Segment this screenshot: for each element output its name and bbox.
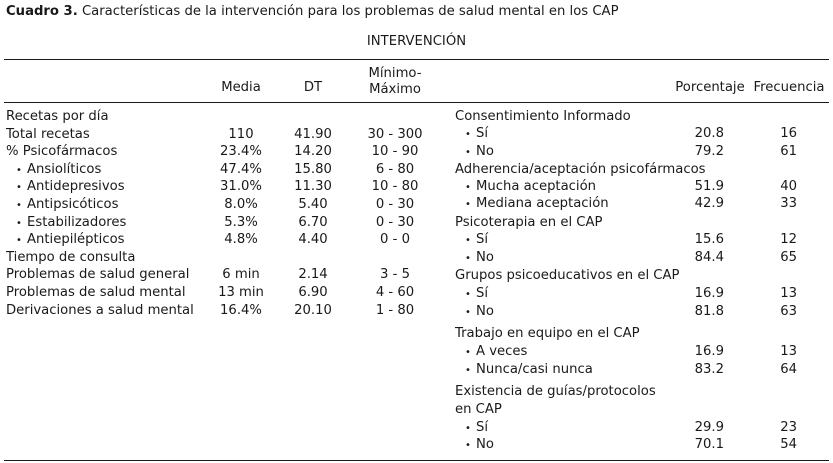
- bullet-icon: •: [465, 199, 471, 210]
- row-label-text: Adherencia/aceptación psicofármacos: [455, 162, 706, 177]
- left-row-label: [6, 109, 109, 125]
- row-label-text: Problemas de salud general: [6, 267, 190, 282]
- right-row-label: [465, 362, 593, 379]
- header-media: Media: [221, 80, 261, 95]
- row-label-text: Consentimiento Informado: [455, 109, 631, 124]
- left-row-dt: 20.10: [294, 303, 332, 318]
- right-row-frecuencia: 40: [780, 179, 797, 194]
- right-row-porcentaje: 42.9: [694, 196, 724, 211]
- right-row-frecuencia: 33: [780, 196, 797, 211]
- right-row-label: [465, 286, 488, 303]
- right-row-label: [455, 268, 679, 284]
- right-row-frecuencia: 12: [780, 232, 797, 247]
- row-label-text: Tiempo de consulta: [6, 250, 136, 265]
- header-porcentaje: Porcentaje: [675, 80, 745, 95]
- bottom-rule: [4, 460, 829, 461]
- bullet-icon: •: [465, 440, 471, 451]
- right-row-frecuencia: 13: [780, 286, 797, 301]
- left-row-minmax: 0 - 30: [375, 215, 415, 230]
- bullet-icon: •: [465, 253, 471, 264]
- row-label-text: No: [476, 304, 494, 319]
- right-row-label: [465, 232, 488, 249]
- row-label-text: Existencia de guías/protocolos: [455, 384, 656, 399]
- right-row-label: [465, 250, 494, 267]
- right-row-frecuencia: 64: [780, 362, 797, 377]
- right-row-label: [455, 402, 502, 418]
- bullet-icon: •: [465, 235, 471, 246]
- bullet-icon: •: [465, 289, 471, 300]
- left-row-media: 5.3%: [224, 215, 258, 230]
- bullet-icon: •: [16, 165, 22, 176]
- right-row-porcentaje: 16.9: [694, 344, 724, 359]
- row-label-text: A veces: [476, 344, 528, 359]
- right-row-label: [455, 215, 602, 231]
- right-row-label: [465, 179, 596, 196]
- row-label-text: Antiepilépticos: [27, 232, 125, 247]
- left-row-media: 16.4%: [220, 303, 262, 318]
- left-row-label: [6, 144, 117, 160]
- right-row-porcentaje: 20.8: [694, 126, 724, 141]
- row-label-text: Derivaciones a salud mental: [6, 303, 194, 318]
- left-row-minmax: 30 - 300: [367, 127, 423, 142]
- left-row-minmax: 0 - 30: [375, 197, 415, 212]
- right-row-label: [455, 109, 631, 125]
- right-row-frecuencia: 61: [780, 144, 797, 159]
- right-row-frecuencia: 63: [780, 304, 797, 319]
- right-row-porcentaje: 83.2: [694, 362, 724, 377]
- right-row-frecuencia: 23: [780, 420, 797, 435]
- bullet-icon: •: [16, 218, 22, 229]
- bullet-icon: •: [465, 129, 471, 140]
- table-caption: [6, 4, 619, 19]
- row-label-text: Antipsicóticos: [27, 197, 119, 212]
- row-label-text: Psicoterapia en el CAP: [455, 215, 603, 230]
- right-row-label: [455, 162, 706, 178]
- right-row-label: [455, 326, 640, 342]
- row-label-text: Trabajo en equipo en el CAP: [455, 326, 640, 341]
- left-row-minmax: 10 - 80: [371, 179, 419, 194]
- bullet-icon: •: [16, 182, 22, 193]
- right-row-label: [465, 304, 494, 321]
- left-row-dt: 41.90: [294, 127, 332, 142]
- left-row-media: 4.8%: [224, 232, 258, 247]
- left-row-media: 8.0%: [224, 197, 258, 212]
- right-row-frecuencia: 54: [780, 437, 797, 452]
- right-row-porcentaje: 16.9: [694, 286, 724, 301]
- left-row-label: [16, 162, 101, 179]
- top-rule: [4, 59, 829, 60]
- row-label-text: Recetas por día: [6, 109, 109, 124]
- caption-text: Características de la intervención para los problemas de salud mental en los CAP: [77, 4, 619, 19]
- right-row-porcentaje: 15.6: [694, 232, 724, 247]
- right-row-porcentaje: 70.1: [694, 437, 724, 452]
- left-row-label: [16, 215, 126, 232]
- row-label-text: No: [476, 144, 494, 159]
- right-row-porcentaje: 84.4: [694, 250, 724, 265]
- caption-label: Cuadro 3.: [6, 4, 78, 19]
- bullet-icon: •: [465, 182, 471, 193]
- row-label-text: Sí: [476, 232, 489, 247]
- header-rule: [4, 102, 829, 103]
- left-row-label: [6, 267, 189, 283]
- bullet-icon: •: [16, 235, 22, 246]
- header-minmax: [369, 66, 422, 98]
- right-row-label: [465, 196, 609, 213]
- right-row-label: [455, 384, 656, 400]
- left-row-minmax: 3 - 5: [380, 267, 410, 282]
- right-row-label: [465, 437, 494, 454]
- left-row-dt: 2.14: [298, 267, 328, 282]
- left-row-media: 47.4%: [220, 162, 262, 177]
- row-label-text: No: [476, 250, 494, 265]
- header-minmax-line1: Mínimo-: [368, 66, 422, 81]
- right-row-label: [465, 344, 527, 361]
- row-label-text: Ansiolíticos: [27, 162, 102, 177]
- header-dt: DT: [303, 80, 323, 95]
- row-label-text: % Psicofármacos: [6, 144, 118, 159]
- row-label-text: Total recetas: [6, 127, 90, 142]
- left-row-dt: 14.20: [294, 144, 332, 159]
- right-row-label: [465, 420, 488, 437]
- left-row-dt: 4.40: [298, 232, 328, 247]
- left-row-dt: 5.40: [298, 197, 328, 212]
- row-label-text: Grupos psicoeducativos en el CAP: [455, 268, 680, 283]
- row-label-text: Mucha aceptación: [476, 179, 597, 194]
- row-label-text: Sí: [476, 126, 489, 141]
- row-label-text: Antidepresivos: [27, 179, 125, 194]
- left-row-minmax: 10 - 90: [371, 144, 419, 159]
- left-row-minmax: 4 - 60: [375, 285, 415, 300]
- left-row-dt: 15.80: [294, 162, 332, 177]
- bullet-icon: •: [465, 307, 471, 318]
- row-label-text: Sí: [476, 420, 489, 435]
- row-label-text: Nunca/casi nunca: [476, 362, 593, 377]
- left-row-label: [6, 127, 90, 143]
- left-row-label: [16, 232, 125, 249]
- left-row-label: [6, 303, 194, 319]
- header-frecuencia: Frecuencia: [753, 80, 825, 95]
- row-label-text: Mediana aceptación: [476, 196, 609, 211]
- left-row-dt: 6.70: [298, 215, 328, 230]
- right-row-frecuencia: 13: [780, 344, 797, 359]
- left-row-minmax: 1 - 80: [375, 303, 415, 318]
- right-row-porcentaje: 51.9: [694, 179, 724, 194]
- left-row-label: [16, 179, 125, 196]
- left-row-media: 13 min: [218, 285, 264, 300]
- bullet-icon: •: [465, 365, 471, 376]
- right-row-label: [465, 144, 494, 161]
- left-row-label: [16, 197, 118, 214]
- left-row-dt: 11.30: [294, 179, 332, 194]
- row-label-text: Estabilizadores: [27, 215, 127, 230]
- left-row-media: 110: [228, 127, 254, 142]
- left-row-minmax: 6 - 80: [375, 162, 415, 177]
- left-row-minmax: 0 - 0: [380, 232, 410, 247]
- bullet-icon: •: [465, 423, 471, 434]
- right-row-porcentaje: 29.9: [694, 420, 724, 435]
- bullet-icon: •: [16, 200, 22, 211]
- left-row-dt: 6.90: [298, 285, 328, 300]
- left-row-label: [6, 285, 186, 301]
- right-row-label: [465, 126, 488, 143]
- left-row-label: [6, 250, 135, 266]
- left-row-media: 23.4%: [220, 144, 262, 159]
- bullet-icon: •: [465, 147, 471, 158]
- group-header: INTERVENCIÓN: [366, 34, 467, 49]
- row-label-text: en CAP: [455, 402, 502, 417]
- row-label-text: Problemas de salud mental: [6, 285, 186, 300]
- left-row-media: 6 min: [222, 267, 260, 282]
- right-row-frecuencia: 16: [780, 126, 797, 141]
- bullet-icon: •: [465, 347, 471, 358]
- right-row-frecuencia: 65: [780, 250, 797, 265]
- left-row-media: 31.0%: [220, 179, 262, 194]
- header-minmax-line2: Máximo: [369, 82, 421, 97]
- right-row-porcentaje: 79.2: [694, 144, 724, 159]
- row-label-text: No: [476, 437, 494, 452]
- right-row-porcentaje: 81.8: [694, 304, 724, 319]
- row-label-text: Sí: [476, 286, 489, 301]
